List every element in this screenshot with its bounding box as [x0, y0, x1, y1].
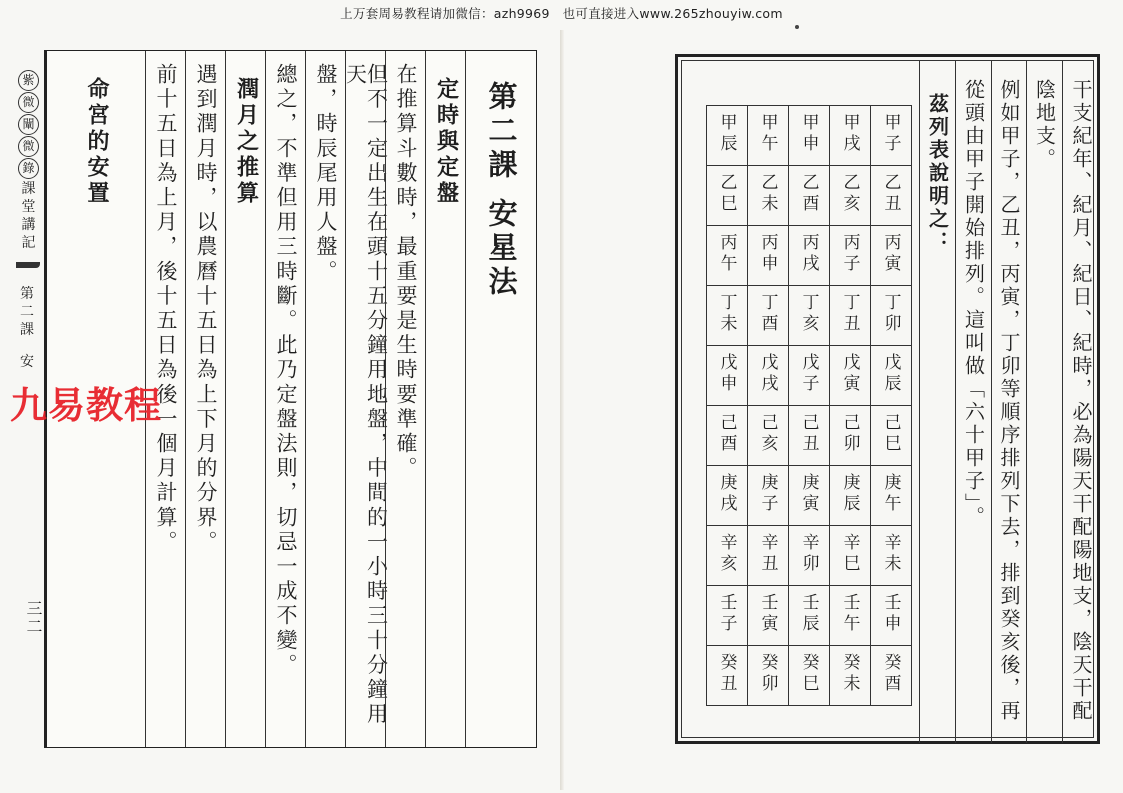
ganzhi-label: 戊辰	[880, 352, 901, 395]
ganzhi-label: 庚午	[880, 472, 901, 515]
right-column-5	[919, 61, 955, 743]
section-heading: 潤月之推算	[233, 77, 259, 207]
table-cell	[707, 646, 748, 706]
running-title-circled-char: 錄	[18, 158, 39, 179]
watermark: 九易教程	[10, 384, 162, 427]
header-line: 上万套周易教程请加微信：azh9969 也可直接进入www.265zhouyiw.com	[340, 6, 783, 21]
jiazi-table-wrap	[706, 105, 912, 706]
running-lesson-char: 安	[20, 354, 34, 370]
table-cell	[871, 226, 912, 286]
table-cell	[789, 466, 830, 526]
book-spine	[560, 30, 564, 790]
table-cell	[748, 286, 789, 346]
body-text: 盤，時辰尾用人盤。	[314, 63, 338, 285]
body-text: 例如甲子，乙丑，丙寅，丁卯等順序排列下去，排到癸亥後，再	[997, 79, 1021, 723]
body-text: 從頭由甲子開始排列。這叫做「六十甲子」。	[961, 79, 986, 529]
ganzhi-label: 癸卯	[757, 652, 778, 695]
running-lesson-char: 課	[20, 322, 34, 338]
right-page-frame	[675, 54, 1100, 744]
right-column-3	[991, 61, 1026, 743]
ganzhi-label: 乙巳	[716, 172, 737, 215]
lesson-title: 第二課 安星法	[484, 81, 519, 301]
table-cell	[830, 526, 871, 586]
page-number: 三二	[24, 600, 43, 636]
ganzhi-label: 壬辰	[798, 592, 819, 635]
table-cell	[830, 286, 871, 346]
table-row	[707, 346, 912, 406]
table-cell	[707, 406, 748, 466]
ganzhi-label: 壬午	[839, 592, 860, 635]
table-cell	[871, 166, 912, 226]
ganzhi-label: 己卯	[839, 412, 860, 455]
ganzhi-label: 乙未	[757, 172, 778, 215]
ganzhi-label: 丙寅	[880, 232, 901, 275]
table-row	[707, 646, 912, 706]
running-title-circled-char: 微	[18, 136, 39, 157]
body-text: 但不一定出生在頭十五分鐘用地盤，中間的一小時三十分鐘用天	[343, 63, 389, 728]
ganzhi-label: 癸未	[839, 652, 860, 695]
left-column-1	[465, 51, 536, 747]
table-cell	[707, 106, 748, 166]
ganzhi-label: 甲申	[798, 112, 819, 155]
ganzhi-label: 丙子	[839, 232, 860, 275]
table-row	[707, 166, 912, 226]
ganzhi-label: 辛亥	[716, 532, 737, 575]
table-cell	[789, 166, 830, 226]
ganzhi-label: 戊寅	[839, 352, 860, 395]
table-cell	[830, 406, 871, 466]
running-title-divider	[16, 262, 40, 268]
table-row	[707, 406, 912, 466]
table-cell	[871, 346, 912, 406]
ganzhi-label: 庚辰	[839, 472, 860, 515]
table-cell	[707, 526, 748, 586]
section-heading: 定時與定盤	[433, 77, 459, 207]
table-cell	[871, 466, 912, 526]
table-cell	[871, 586, 912, 646]
table-row	[707, 106, 912, 166]
table-cell	[789, 226, 830, 286]
right-column-divider	[919, 61, 920, 743]
ganzhi-label: 己亥	[757, 412, 778, 455]
running-title	[18, 70, 39, 252]
table-cell	[748, 346, 789, 406]
body-text: 在推算斗數時，最重要是生時要準確。	[394, 63, 418, 482]
table-cell	[707, 346, 748, 406]
ganzhi-label: 己酉	[716, 412, 737, 455]
left-column-5	[305, 51, 345, 747]
ganzhi-label: 丙戌	[798, 232, 819, 275]
body-text: 陰地支。	[1032, 79, 1057, 171]
ganzhi-label: 壬寅	[757, 592, 778, 635]
body-text: 干支紀年、紀月、紀日、紀時，必為陽天干配陽地支，陰天干配	[1069, 79, 1093, 723]
table-row	[707, 586, 912, 646]
ganzhi-label: 甲戌	[839, 112, 860, 155]
running-title-char: 課	[21, 181, 36, 197]
table-row	[707, 226, 912, 286]
section-heading: 命宮的安置	[84, 77, 109, 207]
table-cell	[748, 406, 789, 466]
table-cell	[830, 166, 871, 226]
table-cell	[830, 106, 871, 166]
right-column-4	[955, 61, 991, 743]
table-cell	[789, 346, 830, 406]
table-cell	[748, 646, 789, 706]
running-title-char: 堂	[21, 199, 36, 215]
table-row	[707, 526, 912, 586]
table-cell	[789, 586, 830, 646]
table-cell	[707, 466, 748, 526]
table-cell	[830, 466, 871, 526]
ganzhi-label: 己巳	[880, 412, 901, 455]
section-heading: 茲列表說明之：	[925, 93, 950, 254]
left-column-7	[225, 51, 265, 747]
table-cell	[789, 406, 830, 466]
running-title-char: 講	[21, 217, 36, 233]
table-cell	[789, 286, 830, 346]
table-cell	[830, 646, 871, 706]
running-title-circled-char: 闡	[18, 114, 39, 135]
left-column-2	[425, 51, 465, 747]
ganzhi-label: 丁丑	[839, 292, 860, 335]
left-column-8	[185, 51, 225, 747]
ganzhi-label: 乙丑	[880, 172, 901, 215]
ganzhi-label: 甲子	[880, 112, 901, 155]
ganzhi-label: 丙午	[716, 232, 737, 275]
table-cell	[789, 106, 830, 166]
running-title-circled-char: 紫	[18, 70, 39, 91]
ganzhi-label: 戊子	[798, 352, 819, 395]
running-title-circled-char: 微	[18, 92, 39, 113]
table-cell	[748, 466, 789, 526]
table-cell	[707, 586, 748, 646]
running-title-char: 記	[21, 235, 36, 251]
right-column-2	[1026, 61, 1062, 743]
ganzhi-label: 丙申	[757, 232, 778, 275]
ganzhi-label: 丁亥	[798, 292, 819, 335]
table-cell	[830, 226, 871, 286]
ganzhi-label: 丁未	[716, 292, 737, 335]
body-text: 前十五日為上月，後十五日為後一個月計算。	[154, 63, 178, 555]
table-cell	[748, 586, 789, 646]
ganzhi-label: 己丑	[798, 412, 819, 455]
ganzhi-label: 戊戌	[757, 352, 778, 395]
ganzhi-label: 甲辰	[716, 112, 737, 155]
ganzhi-label: 庚戌	[716, 472, 737, 515]
table-cell	[871, 286, 912, 346]
left-column-6	[265, 51, 305, 747]
table-row	[707, 286, 912, 346]
ganzhi-label: 甲午	[757, 112, 778, 155]
ganzhi-label: 壬申	[880, 592, 901, 635]
table-cell	[748, 106, 789, 166]
ganzhi-label: 乙酉	[798, 172, 819, 215]
ganzhi-label: 辛卯	[798, 532, 819, 575]
ganzhi-label: 乙亥	[839, 172, 860, 215]
running-lesson-label	[20, 285, 34, 371]
ganzhi-label: 癸酉	[880, 652, 901, 695]
running-lesson-char: 第	[20, 286, 34, 302]
table-cell	[830, 586, 871, 646]
table-cell	[748, 526, 789, 586]
right-column-1	[1062, 61, 1099, 743]
ganzhi-label: 丁酉	[757, 292, 778, 335]
table-cell	[871, 526, 912, 586]
ganzhi-label: 庚寅	[798, 472, 819, 515]
table-cell	[871, 406, 912, 466]
table-cell	[707, 166, 748, 226]
ganzhi-label: 辛丑	[757, 532, 778, 575]
table-cell	[789, 526, 830, 586]
body-text: 遇到潤月時，以農曆十五日為上下月的分界。	[194, 63, 218, 555]
right-page-inner	[681, 60, 1094, 738]
table-cell	[830, 346, 871, 406]
ganzhi-label: 癸丑	[716, 652, 737, 695]
sixty-jiazi-table	[706, 105, 912, 706]
body-text: 總之，不準但用三時斷。此乃定盤法則，切忌一成不變。	[274, 63, 298, 678]
ganzhi-label: 壬子	[716, 592, 737, 635]
left-column-4	[343, 51, 389, 747]
table-cell	[789, 646, 830, 706]
ganzhi-label: 庚子	[757, 472, 778, 515]
table-cell	[707, 226, 748, 286]
left-column-3	[385, 51, 425, 747]
ganzhi-label: 癸巳	[798, 652, 819, 695]
ganzhi-label: 辛未	[880, 532, 901, 575]
table-cell	[748, 226, 789, 286]
table-row	[707, 466, 912, 526]
ganzhi-label: 辛巳	[839, 532, 860, 575]
ganzhi-label: 丁卯	[880, 292, 901, 335]
speck	[795, 25, 799, 29]
table-cell	[707, 286, 748, 346]
running-lesson-char: 二	[20, 304, 34, 320]
ganzhi-label: 戊申	[716, 352, 737, 395]
table-cell	[871, 646, 912, 706]
table-cell	[871, 106, 912, 166]
table-cell	[748, 166, 789, 226]
